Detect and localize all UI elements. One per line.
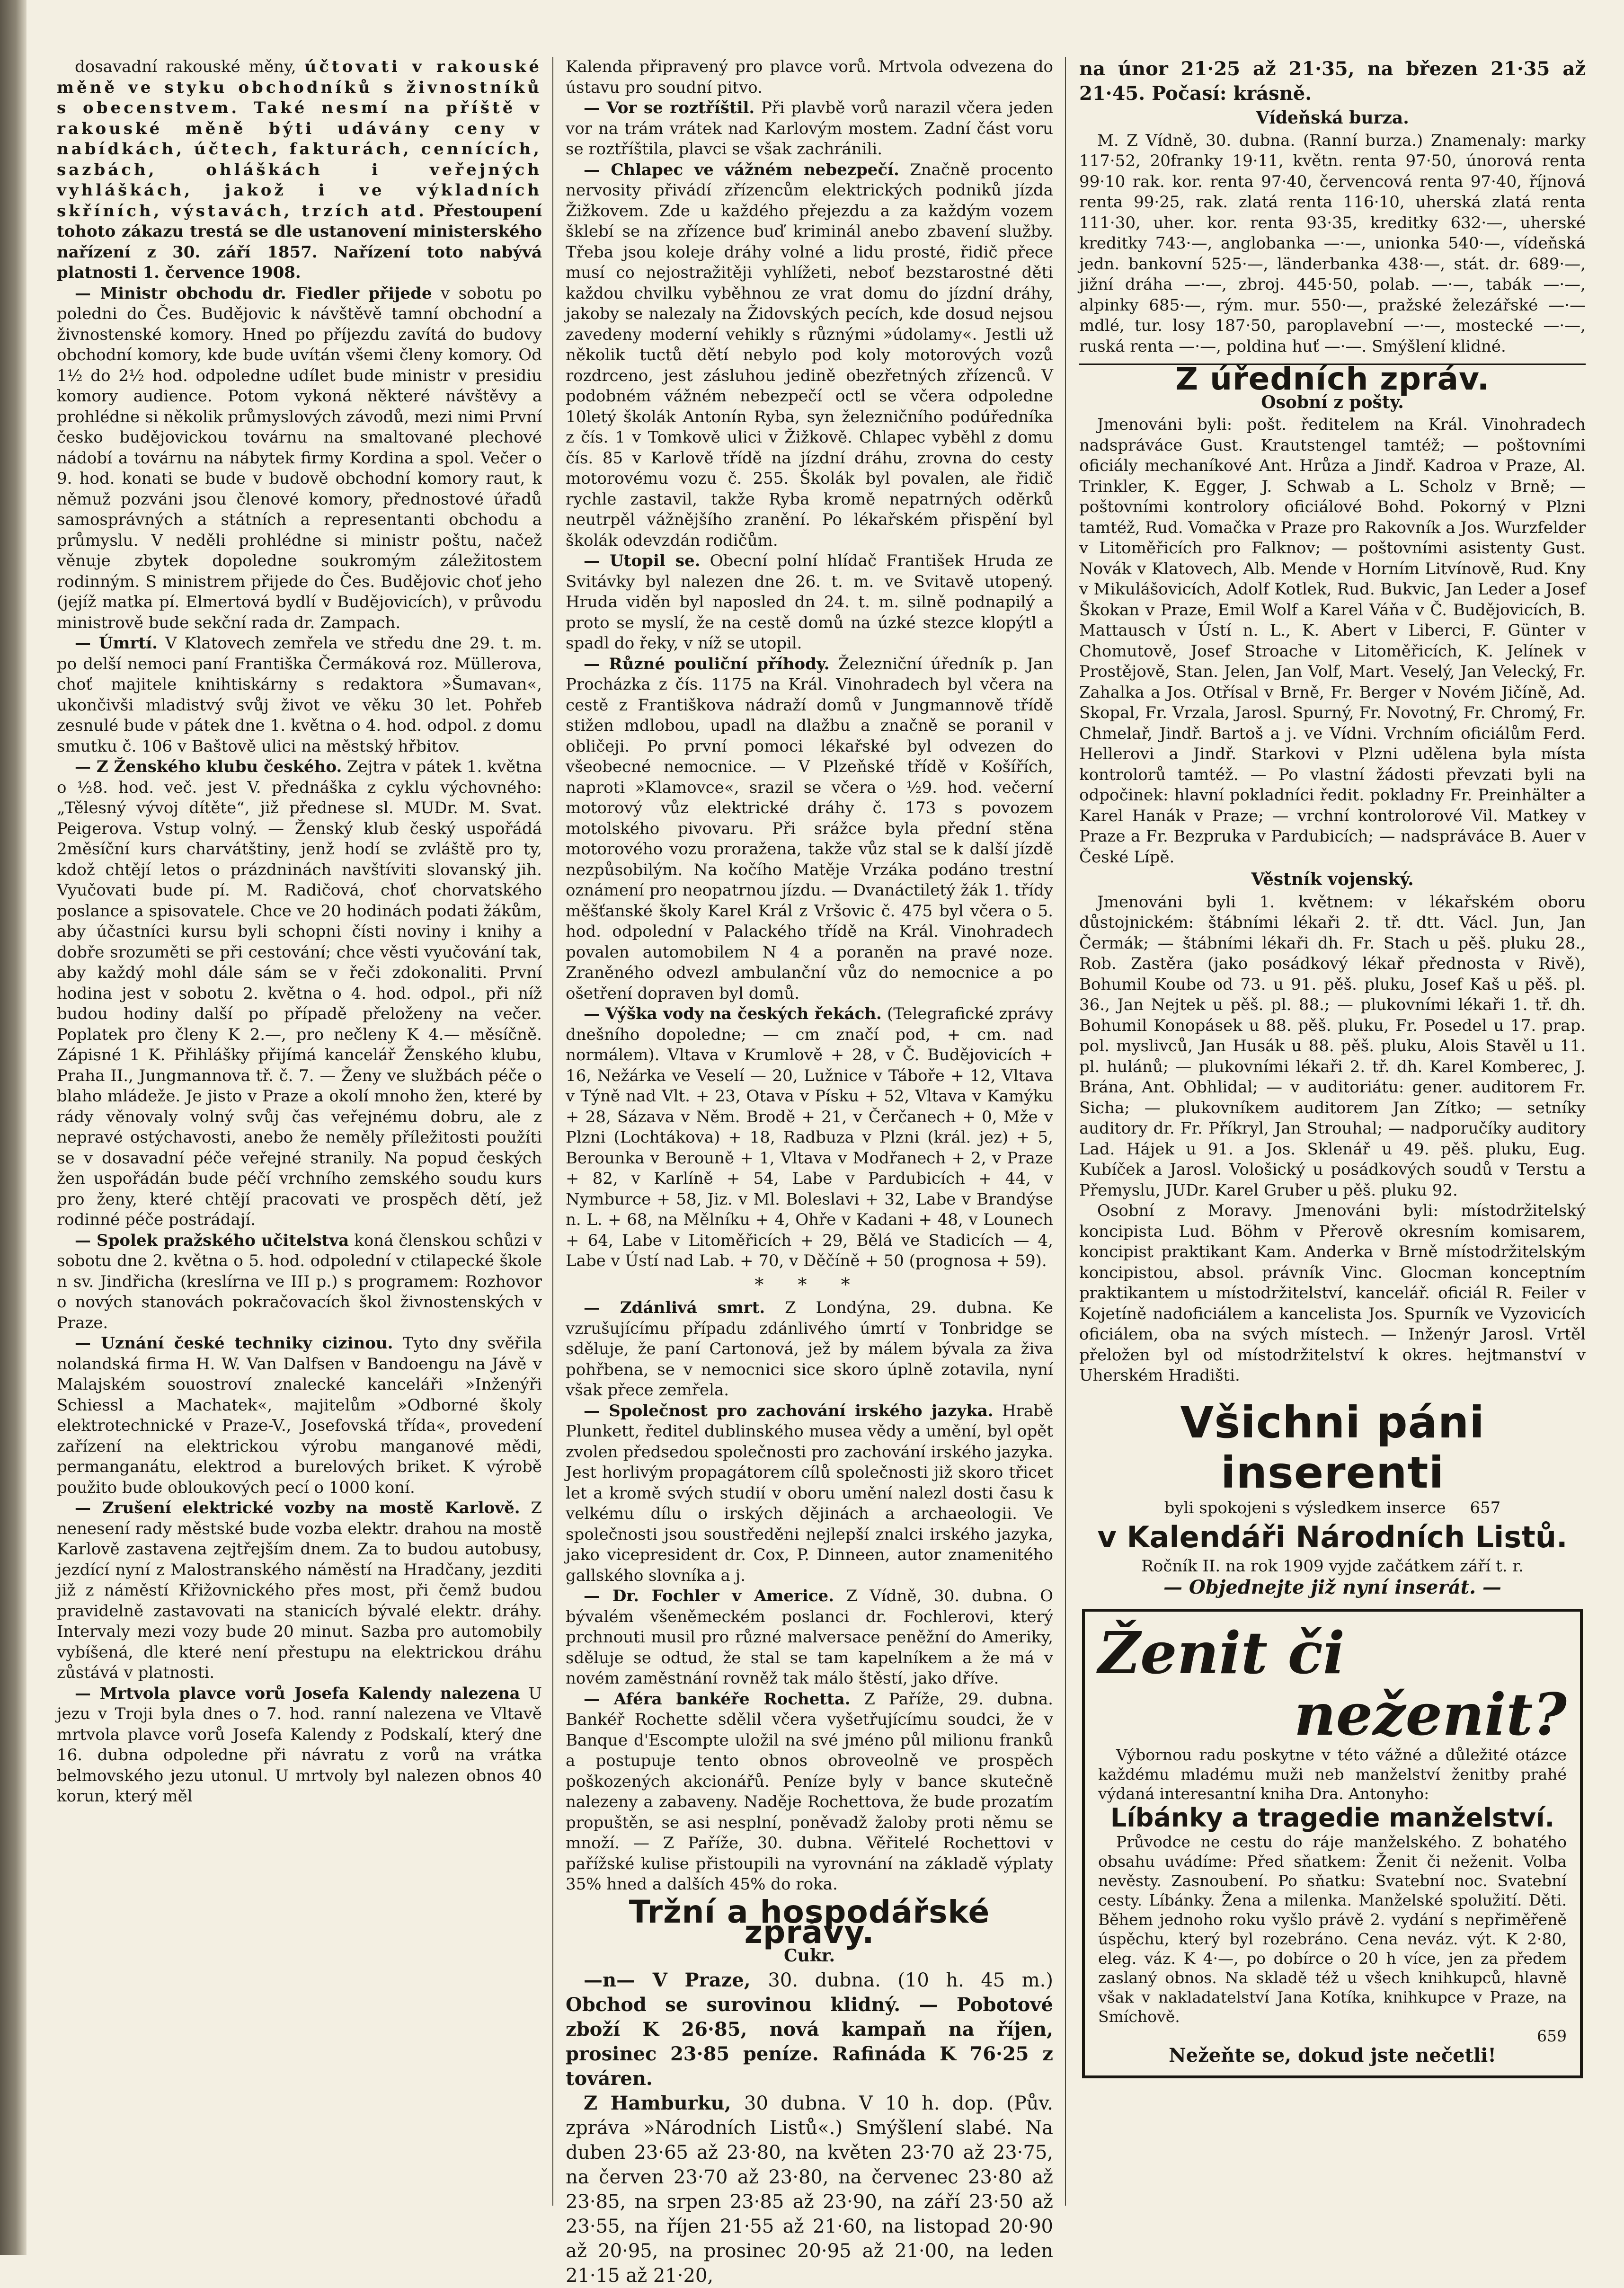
page-binding-edge: [0, 0, 27, 2255]
ad-calendar-line3: v Kalendáři Národních Listů.: [1097, 1520, 1568, 1554]
ad-marriage-book-title: Líbánky a tragedie manželství.: [1110, 1803, 1555, 1833]
subsection-post: Osobní z pošty.: [1261, 392, 1404, 412]
column-3: [1079, 57, 1586, 2206]
ad-calendar-line2: byli spokojeni s výsledkem inserce 657: [1164, 1498, 1501, 1517]
ad-marriage-footer: Nežeňte se, dokud jste nečetli!: [1169, 2044, 1496, 2066]
article-teachers: — Spolek pražského učitelstva koná členskou schůzi v sobotu dne 2. května o 5. hod. odpolední v ctilapecké škole n sv. Jindřicha (kreslírna ve III p.) s programem: Rozhovor o nových stanovách pokračovacích škol živnostenských v Praze.: [57, 1231, 542, 1332]
column-divider: [1065, 57, 1066, 2206]
article-womens-club: — Z Ženského klubu českého. Zejtra v pátek 1. května o ½8. hod. več. jest V. přednáška z cyklu výchovného: „Tělesný vývoj dítěte“, již přednese sl. MUDr. M. Svat. Peigerova. Vstup volný. — Ženský klub český uspořádá 2měsíční kurs charvátštiny, jenž hodí se zvláště pro ty, kdož chtějí letos o prázdninách navštíviti slovanský jih. Vyučovati bude pí. M. Radičová, choť chorvatského poslance a spisovatele. Chce ve 20 hodinách podati žákům, aby účastníci kursu byli schopni čísti noviny i knihy a dobře srozuměti se při cestování; chce věsti vyučování tak, aby každý mohl dále sám se v řeči zdokonaliti. První hodina jest v sobotu 2. května o 4. hod. odpol., při níž budou hodiny další po případě přeloženy na večer. Poplatek pro členy K 2.—, pro nečleny K 4.— měsíčně. Zápisné 1 K. Přihlášky přijímá kancelář Ženského klubu, Praha II., Jungmannova tř. č. 7. — Ženy ve službách péče o blaho mládeže. Je jisto v Praze a okolí mnoho žen, které by rády věnovaly volný svůj čas veřejnému dobru, ale z nepravé ostýchavosti, anebo že neměly příležitosti použíti se v dosavadní péče veřejné stranily. Na popud českých žen uspořádán bude péčí vrchního zemského soudu kurs pro ženy, které chtějí pracovati ve prospěch dětí, jež rodinné péče postrádají.: [57, 757, 542, 1229]
ad-marriage-book: [1082, 1609, 1583, 2078]
section-separator: * * *: [754, 1274, 864, 1295]
ad-marriage-body: Průvodce ne cestu do ráje manželského. Z bohatého obsahu uvádíme: Před sňatkem: Ženit či neženit. Volba nevěsty. Zasnoubení. Po sňatku: Svatební noc. Svatební cesty. Líbánky. Žena a milenka. Manželské spolužití. Děti. Během jednoho roku vyšlo právě 2. vydání s nepřiměřeně úspěchu, který byl rozebráno. Cena neváz. výt. K 2·80, eleg. váz. K 4·—, po dobírce o 20 h více, jen za předem zaslaný obnos. Na skladě též u všech knihkupců, hlavně však v nakladatelství Jana Kotíka, knihkupce v Praze, na Smíchově.: [1098, 1833, 1567, 2026]
article-water-levels: — Výška vody na českých řekách. (Telegrafické zprávy dnešního dopoledne; — cm značí pod, + cm. nad normálem). Vltava v Krumlově + 28, v Č. Budějovicích + 16, Nežárka ve Veselí — 20, Lužnice v Táboře + 12, Vltava v Týně nad Vlt. + 23, Otava v Písku + 52, Vltava v Kamýku + 28, Sázava v Něm. Brodě + 21, v Čerčanech + 0, Mže v Plzni (Lochtákova) + 18, Radbuza v Plzni (král. jez) + 5, Berounka v Berouně + 1, Vltava v Modřanech + 2, v Praze + 82, v Karlíně + 54, Labe v Pardubicích + 44, v Nymburce + 58, Jiz. v Ml. Boleslavi + 32, Labe v Brandýse n. L. + 68, na Mělníku + 4, Ohře v Kadani + 48, v Lounech + 64, Labe v Litoměřicích + 29, Bělá ve Stadicích — 4, Labe v Ústí nad Lab. + 70, v Děčíně + 50 (prognosa + 59).: [566, 1004, 1053, 1270]
article-irish: — Společnost pro zachování irského jazyka. Hrabě Plunkett, ředitel dublinského musea vědy a umění, byl opět zvolen předsedou společnosti pro zachování irského jazyka. Jest horlivým propagátorem cílů společnosti již skoro třicet let a kromě svých studií v oboru umění nalezl dosti času k velkému dílu o irských dějinách a archaeologii. Ve společnosti jsou soustředěni nejlepší znalci irského jazyka, jako vicepresident dr. Cox, P. Dinneen, autor znamenitého gallského slovníka a j.: [566, 1401, 1053, 1585]
ad-calendar-headline: Všichni páni inserenti: [1180, 1397, 1485, 1498]
article-currency: dosavadní rakouské měny, účtovati v rakouské měně ve styku obchodníků s živnostníků s obecenstvem. Také nesmí na příště v rakouské měně býti udávány ceny v nabídkách, účtech, fakturách, cennících, sazbách, ohláškách i veřejných vyhláškách, jakož i ve výkladních skříních, výstavách, trzích atd. Přestoupení tohoto zákazu trestá se dle ustanovení ministerského nařízení z 30. září 1857. Nařízení toto nabývá platnosti 1. července 1908.: [57, 57, 542, 282]
article-street: — Různé pouliční příhody. Železniční úředník p. Jan Procházka z čís. 1175 na Král. Vinohradech byl včera na cestě z Františkova nádraží domů v Jungmannově třídě stižen mdlobou, upadl na dlažbu a značně se poranil v obličeji. Po první pomoci lékařské byl odvezen do všeobecné nemocnice. — V Plzeňské třídě v Košířích, naproti »Klamovce«, srazil se včera o ½9. hod. večerní motorový vůz elektrické dráhy č. 173 s povozem motolského pivovaru. Při srážce byla přední stěna motorového vozu proražena, takže vůz stal se k další jízdě nezpůsobilým. Na kočího Matěje Vrzáka podáno trestní oznámení pro neopatrnou jízdu. — Dvanáctiletý žák 1. třídy měšťanské školy Karel Král z Vršovic č. 475 byl včera o 5. hod. odpolední v Palackého třídě na Král. Vinohradech povalen automobilem N 4 a poraněn na pravé noze. Zraněného odvezl ambulanční vůz do nemocnice a po ošetření dopraven byl domů.: [566, 654, 1053, 1003]
column-2: [566, 57, 1054, 2287]
article-apparent-death: — Zdánlivá smrt. Z Londýna, 29. dubna. Ke vzrušujícímu případu zdánlivého úmrtí v Tonbridge se sděluje, že paní Cartonová, jež by málem bývala za živa pohřbena, se v nemocnici sice skoro úplně zotavila, nyní však přece zemřela.: [566, 1298, 1053, 1400]
article-death: — Úmrtí. V Klatovech zemřela ve středu dne 29. t. m. po delší nemoci paní Františka Čermáková roz. Müllerova, choť majitele knihtiskárny s redaktora »Šumavan«, ukončivši mladistvý svůj život ve věku 30 let. Pohřeb zesnulé bude v pátek dne 1. května o 4. hod. odpol. z domu smutku č. 106 v Baštově ulici na městský hřbitov.: [57, 634, 542, 756]
article-boy: — Chlapec ve vážném nebezpečí. Značně procento nervosity přivádí zřízencům elektrických podniků jízda Žižkovem. Zde u každého přejezdu a za každým vozem šklebí se na zřízence buď kriminál anebo zbavení služby. Třeba jsou koleje dráhy volné a lidu prosté, řidič přece musí co nejostražitěji vyhlížeti, neboť bezstarostné děti každou chvilku vyběhnou ze vrat domu do jízdní dráhy, jakoby se nalezaly na Židovských pecích, kde dosud nejsou zavedeny moderní vehikly s různými »údolamy«. Jestli už několik tuctů dětí nebylo pod koly motorových vozů rozdrceno, jest zásluhou jedině obezřetných zřízenců. V podobném vážném nebezpečí octl se včera odpoledne 10letý školák Antonín Ryba, syn železničního podúředníka z čís. 1 v Tomkově ulici v Žižkově. Chlapec vyběhl z domu čís. 85 v Karlově třídě na jízdní dráhu, zrovna do cesty motorovému vozu č. 255. Školák byl povalen, ale řidič rychle zastavil, takže Ryba kromě nepatrných oděrků neutrpěl vážnějšího zranění. Po lékařském přispění byl školák odevzdán rodičům.: [566, 160, 1053, 550]
ad-calendar: [1079, 1398, 1586, 1598]
section-title-market: Tržní a hospodářské zprávy.: [629, 1893, 990, 1951]
article-rochette: — Aféra bankéře Rochetta. Z Paříže, 29. dubna. Bankéř Rochette sdělil včera vyšetřujícímu soudci, že v Banque d'Escompte uložil na své jméno půl milionu franků a postupuje tento obnos obroveolně ve prospěch poškozených akcionářů. Peníze byly v bance skutečně nalezeny a zabaveny. Naděje Rochettova, že bude prozatím propuštěn, se asi nesplní, poněvadž žaloby proti němu se množí. — Z Paříže, 30. dubna. Věřitelé Rochettovi v pařížské kulise přistoupili na vyrovnání na základě výplaty 35% hned a dalších 45% do roka.: [566, 1689, 1053, 1894]
article-body-found: — Mrtvola plavce vorů Josefa Kalendy nalezena U jezu v Troji byla dnes o 7. hod. ranní nalezena ve Vltavě mrtvola plavce vorů Josefa Kalendy z Podskalí, který dne 16. dubna odpoledne při návratu z vorů na vrátka belmovského jezu utonul. U mrtvoly byl nalezen obnos 40 korun, který měl: [57, 1684, 542, 1806]
article-technology: — Uznání české techniky cizinou. Tyto dny svěřila nolandská firma H. W. Van Dalfsen v Bandoengu na Jávě v Malajském souostroví znalecké kanceláři »Inženýři Schiessl a Machatek«, majitelům »Odborné školy elektrotechnické v Praze-V., Josefovská třída«, provedení zařízení na elektrickou výrobu manganové mědi, permanganátu, elektrod a burelových briket. K výrobě použito bude obloukových pecí o 1000 koní.: [57, 1334, 542, 1497]
ad-calendar-line4: Ročník II. na rok 1909 vyjde začátkem září t. r.: [1141, 1557, 1524, 1576]
ad-marriage-title-1: Ženit či: [1098, 1619, 1345, 1687]
sugar-prague: —n— V Praze, 30. dubna. (10 h. 45 m.) Obchod se surovinou klidný. — Pobotové zboží K 26·85, nová kampaň na říjen, prosinec 23·85 peníze. Rafináda K 76·25 z továren.: [566, 1969, 1053, 2090]
ad-marriage-number: 659: [1537, 2027, 1567, 2045]
article-fochler: — Dr. Fochler v Americe. Z Vídně, 30. dubna. O bývalém všeněmeckém poslanci dr. Fochlerovi, který prchnouti musil pro různé malversace peněžní do Ameriky, sděluje se odtud, že stal se tam kapelníkem a že má v novém zaměstnání rovněž tak málo štěstí, jako dříve.: [566, 1587, 1054, 1688]
subsection-military: Věstník vojenský.: [1251, 869, 1414, 889]
ad-marriage-intro: Výbornou radu poskytne v této vážné a důležité otázce každému mladému muži neb manželství ženitby prahé výdaná interesantní kniha Dra. Antonyho:: [1098, 1746, 1567, 1803]
column-1: [57, 57, 542, 2206]
section-title-official: Z úředních zpráv.: [1079, 364, 1586, 390]
column-divider: [552, 57, 553, 2206]
subsection-sugar: Cukr.: [784, 1945, 835, 1966]
sugar-hamburg: Z Hamburku, 30 dubna. V 10 h. dop. (Pův. zpráva »Národních Listů«.) Smýšlení slabé. Na duben 23·65 až 23·80, na květen 23·70 až 23·75, na červen 23·70 až 23·80, na červenec 23·80 až 23·85, na srpen 23·85 až 23·90, na září 23·50 až 23·55, na říjen 21·55 až 21·60, na listopad 20·90 až 20·95, na prosinec 20·95 až 21·00, na leden 21·15 až 21·20,: [566, 2092, 1053, 2287]
article-post: Jmenováni byli: pošt. ředitelem na Král. Vinohradech nadspráváce Gust. Krautstengel tamtéž; — poštovními oficiály mechaníkové Ant. Hrůza a Jindř. Kadroa v Praze, Al. Trinkler, K. Egger, J. Schwab a L. Scholz v Brně; — poštovními kontrolory oficiálové Bohd. Pokorný v Plzni tamtéž, Rud. Vomačka v Praze pro Rakovník a Jos. Wurzfelder v Litoměřicích pro Falknov; — poštovními asistenty Gust. Novák v Klatovech, Alb. Mende v Horním Litvínově, Rud. Kny v Mikulášovicích, Adolf Kotlek, Rud. Bukvic, Jan Leder a Josef Škokan v Praze, Emil Wolf a Karel Váňa v Č. Budějovicích, B. Mattausch v Ústí n. L., K. Abert v Liberci, F. Günter v Chomutově, Josef Stroache v Litoměřicích, K. Jelínek v Prostějově, Stan. Jelen, Jan Volf, Mart. Veselý, Jan Velecký, Fr. Zahalka a Jos. Otřísal v Brně, Fr. Berger v Novém Jičíně, Ad. Skopal, Fr. Vrzala, Jarosl. Spurný, Fr. Novotný, Fr. Chromý, Fr. Chmelař, Jindř. Bartoš a j. ve Vídni. Vrchním oficiálům Ferd. Hellerovi a Jindř. Starkovi v Plzni udělena byla místa kontrolorů tamtéž. — Po vlastní žádosti převzati byli na odpočinek: hlavní pokladníci ředit. pokladny Fr. Preinhälter a Karel Hanák v Praze; — vrchní kontrolorové Vil. Matkey v Praze a Fr. Bezpruka v Pardubicích; — nadspráváce B. Auer v České Lípě.: [1079, 415, 1586, 867]
article-tram: — Zrušení elektrické vozby na mostě Karlově. Z nenesení rady městské bude vozba elektr. drahou na mostě Karlově zastavena zejtřejším dnem. Za to budou autobusy, jezdící nyní z Malostranského náměstí na Hradčany, jezditi již z náměstí Křižovnického přes most, při čemž budou pravidelně zastavovati na stanicích bývalé elektr. dráhy. Intervaly mezi vozy bude 20 minut. Sazba pro automobily vybíšená, dle které není přestupu na elektrickou dráhu zůstává v platnosti.: [57, 1499, 542, 1682]
newspaper-page: [57, 57, 1586, 2287]
article-raft: — Vor se roztříštil. Při plavbě vorů narazil včera jeden vor na trám vrátek nad Karlovým mostem. Zadní část voru se roztříštila, plavci se však zachránili.: [566, 98, 1053, 159]
article-moravia: Osobní z Moravy. Jmenováni byli: místodržitelský koncipista Lud. Böhm v Přerově okresním komisarem, koncipist praktikant Kam. Anderka v Brně místodržitelským koncipistou, absol. právník Vinc. Glocman konceptním praktikantem u místodržitelství, kancelář. oficiál R. Feiler v Kojetíně nadoficiálem a kancelista Jos. Spurník ve Vyzovicích oficiálem, oba na svých místech. — Inženýr Jarosl. Vrtěl přeložen byl od místodržitelství k okres. hejtmanství v Uherském Hradišti.: [1079, 1201, 1586, 1385]
article-minister: — Ministr obchodu dr. Fiedler přijede v sobotu po poledni do Čes. Budějovic k návštěvě tamní obchodní a živnostenské komory. Hned po příjezdu zavítá do budovy obchodní komory, kde bude uvítán všemi členy komory. Od 1½ do 2½ hod. odpoledne udílet bude ministr v presidiu komory audience. Potom vykoná některé návštěvy a prohlédne si několik průmyslových závodů, mezi nimi První česko budějovickou továrnu na smaltované plechové nádobí a továrnu na nábytek firmy Kordina a spol. Večer o 9. hod. konati se bude v budově obchodní komory raut, k němuž pozváni jsou členové komory, přednostové úřadů samosprávných a státních a representanti obchodu a průmyslu. V neděli prohlédne si ministr poštu, načež věnuje zbytek dopoledne soukromým záležitostem rodinným. S ministrem přijede do Čes. Budějovic choť jeho (jejíž matka pí. Elmertová bydlí v Budějovicích), v průvodu ministrově bude sekční rada dr. Zampach.: [57, 284, 542, 632]
ad-calendar-line5: — Objednejte již nyní inserát. —: [1163, 1576, 1501, 1598]
subsection-vienna-exchange: Vídeňská burza.: [1256, 108, 1409, 128]
ad-marriage-title-2: neženit?: [1294, 1680, 1567, 1748]
article-drowned: — Utopil se. Obecní polní hlídač František Hruda ze Svitávky byl nalezen dne 26. t. m. ve Svitavě utopený. Hruda viděn byl naposled dn 24. t. m. silně podnapilý a proto se myslí, že na cestě domů na úzké stezce klopýtl a spadl do řeky, v níž se utopil.: [566, 551, 1053, 653]
article-vienna-exchange: M. Z Vídně, 30. dubna. (Ranní burza.) Znamenaly: marky 117·52, 20franky 19·11, květn. renta 97·50, únorová renta 99·10 rak. kor. renta 97·40, červencová renta 97·40, říjnová renta 99·25, rak. zlatá renta 116·10, uherská zlatá renta 111·30, uher. kor. renta 93·35, kreditky 632·—, uherské kreditky 743·—, anglobanka —·—, unionka 540·—, vídeňská jedn. bankovní 525·—, länderbanka 438·—, stát. dr. 689·—, jižní dráha —·—, zbroj. 445·50, polab. —·—, tabák —·—, alpinky 685·—, rým. mur. 550·—, pražské železářské —·— mdlé, tur. losy 187·50, paroplavební —·—, mostecké —·—, ruská renta —·—, poldina huť —·—. Smýšlení klidné.: [1079, 131, 1586, 356]
article-kalenda-cont: Kalenda připravený pro plavce vorů. Mrtvola odvezena do ústavu pro soudní pitvo.: [566, 57, 1053, 97]
sugar-hamburg-cont: na únor 21·25 až 21·35, na březen 21·35 až 21·45. Počasí: krásně.: [1079, 58, 1586, 105]
article-military: Jmenováni byli 1. květnem: v lékařském oboru důstojnickém: štábními lékaři 2. tř. dtt. Václ. Jun, Jan Čermák; — štábními lékaři dh. Fr. Stach u pěš. pluku 28., Rob. Zastěra (jako posádkový lékař přednosta v Rivě), Bohumil Koube od 73. u 91. pěš. pluku, Josef Kaš u pěš. pl. 36., Jan Nejtek u pěš. pl. 88.; — plukovními lékaři 1. tř. dh. Bohumil Konopásek u 88. pěš. pluku, Fr. Posedel u 17. prap. pol. myslivců, Jan Husák u 88. pěš. pluku, Alois Stavěl u 11. pl. hulánů; — plukovními lékaři 2. tř. dh. Karel Komberec, J. Brána, Ant. Obhlidal; — v auditoriátu: gener. auditorem Fr. Sicha; — plukovníkem auditorem Jan Zítko; — setníky auditory dr. Fr. Příkryl, Jan Strouhal; — nadporučíky auditory Lad. Hájek u 91. a Jos. Sklenář u 49. pěš. pluku, Eug. Kubíček a Jarosl. Vološický u posádkových soudů v Terstu a Přemyslu, JUDr. Karel Gruber u pěš. pluku 92.: [1079, 892, 1586, 1200]
